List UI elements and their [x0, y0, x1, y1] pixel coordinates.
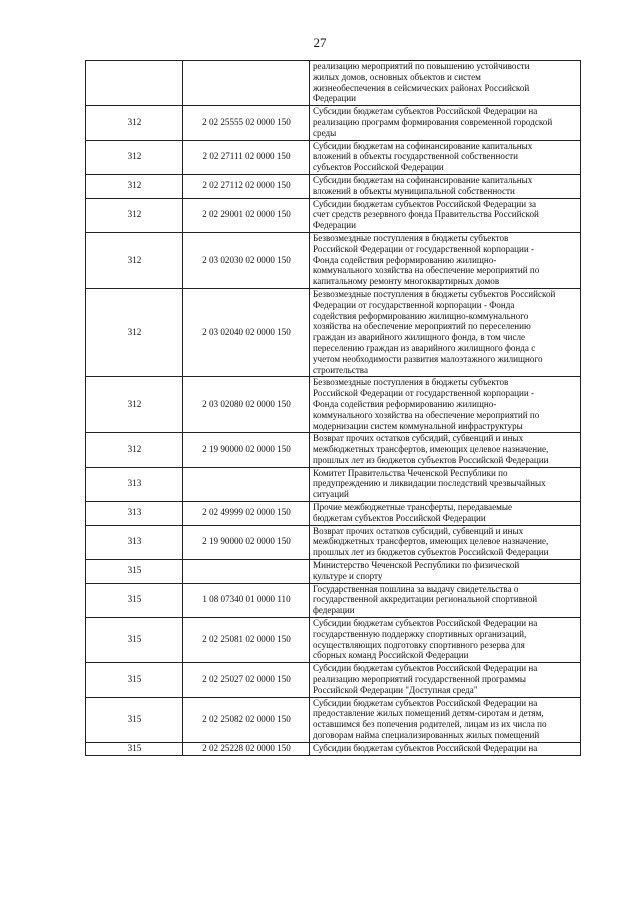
revenue-name-line: вложений в объекты государственной собственности [313, 151, 518, 162]
revenue-code-cell: 2 02 27112 02 0000 150 [183, 174, 310, 198]
revenue-code-cell: 2 02 25555 02 0000 150 [183, 106, 310, 140]
revenue-name-line: предупреждению и ликвидации последствий чрезвычайных [313, 478, 546, 489]
revenue-name-line: Субсидии бюджетам субъектов Российской Федерации на [313, 742, 538, 753]
revenue-name-line: строительства [313, 364, 368, 375]
revenue-code-cell: 2 03 02030 02 0000 150 [183, 232, 310, 288]
revenue-name-line: счет средств резервного фонда Правительства Российской [313, 209, 539, 220]
revenue-name-cell [310, 140, 581, 174]
revenue-name-line: межбюджетных трансфертов, имеющих целевое назначение, [313, 444, 549, 455]
revenue-name-cell [310, 525, 581, 559]
revenue-name-line: коммунального хозяйства на обеспечение мероприятий по [313, 409, 540, 420]
revenue-code-cell: 2 19 90000 02 0000 150 [183, 525, 310, 559]
revenue-code-cell: 1 08 07340 01 0000 110 [183, 583, 310, 617]
revenue-name-line: Российской Федерации от государственной корпорации - [313, 243, 535, 254]
revenue-name-line: реализацию мероприятий государственной программы [313, 674, 526, 685]
revenue-name-line: договорам найма специализированных жилых помещений [313, 730, 540, 741]
admin-code-cell: 315 [86, 560, 183, 584]
revenue-name-line: Безвозмездные поступления в бюджеты субъектов Российской [313, 288, 556, 299]
revenue-name-cell [310, 232, 581, 288]
revenue-name-cell [310, 560, 581, 584]
revenue-code-cell [183, 467, 310, 501]
admin-code-cell: 312 [86, 174, 183, 198]
revenue-name-line: Российской Федерации от государственной корпорации - [313, 388, 535, 399]
revenue-name-line: Государственная пошлина за выдачу свидетельства о [313, 583, 519, 594]
table-row [86, 467, 581, 501]
revenue-name-cell [310, 433, 581, 467]
revenue-name-line: Комитет Правительства Чеченской Республики по [313, 467, 508, 478]
revenue-name-line: Фонда содействия реформированию жилищно- [313, 398, 497, 409]
revenue-name-line: государственной аккредитации региональной спортивной [313, 594, 538, 605]
revenue-name-cell [310, 618, 581, 663]
page-number: 27 [313, 35, 327, 50]
revenue-name-cell [310, 106, 581, 140]
table-row [86, 583, 581, 617]
revenue-name-line: государственную поддержку спортивных организаций, [313, 628, 527, 639]
revenue-name-line: Возврат прочих остатков субсидий, субвенций и иных [313, 525, 524, 536]
table-row [86, 697, 581, 742]
revenue-name-line: Федерации [313, 93, 356, 104]
revenue-name-line: предоставление жилых помещений детям-сиротам и детям, [313, 708, 544, 719]
revenue-name-line: осуществляющих подготовку спортивного резерва для [313, 639, 525, 650]
admin-code-cell: 312 [86, 106, 183, 140]
revenue-code-cell: 2 02 25027 02 0000 150 [183, 663, 310, 697]
admin-code-cell: 315 [86, 583, 183, 617]
revenue-name-cell [310, 742, 581, 755]
admin-code-cell: 315 [86, 618, 183, 663]
revenue-name-line: Субсидии бюджетам на софинансирование капитальных [313, 140, 533, 151]
table-row [86, 560, 581, 584]
revenue-name-cell [310, 697, 581, 742]
admin-code-cell: 312 [86, 377, 183, 433]
table-row [86, 232, 581, 288]
revenue-name-line: сборных команд Российской Федерации [313, 650, 469, 661]
revenue-code-cell: 2 02 25082 02 0000 150 [183, 697, 310, 742]
revenue-name-line: Фонда содействия реформированию жилищно- [313, 254, 497, 265]
table-row [86, 174, 581, 198]
revenue-name-cell [310, 467, 581, 501]
revenue-name-line: капитальному ремонту многоквартирных домов [313, 276, 500, 287]
revenue-code-cell: 2 02 29001 02 0000 150 [183, 198, 310, 232]
admin-code-cell: 312 [86, 140, 183, 174]
revenue-name-line: Возврат прочих остатков субсидий, субвенций и иных [313, 433, 524, 444]
revenue-name-line: вложений в объекты муниципальной собственности [313, 185, 515, 196]
revenue-name-line: модернизации систем коммунальной инфраструктуры [313, 420, 523, 431]
table-row [86, 140, 581, 174]
revenue-code-cell: 2 02 27111 02 0000 150 [183, 140, 310, 174]
revenue-name-line: прошлых лет из бюджетов субъектов Российской Федерации [313, 547, 549, 558]
revenue-name-line: Субсидии бюджетам субъектов Российской Федерации на [313, 618, 538, 629]
revenue-name-line: ситуаций [313, 489, 349, 500]
revenue-name-line: хозяйства на обеспечение мероприятий по переселению [313, 321, 531, 332]
revenue-name-line: реализацию программ формирования современной городской [313, 116, 553, 127]
revenue-name-line: Министерство Чеченской Республики по физической [313, 560, 520, 571]
admin-code-cell: 313 [86, 525, 183, 559]
revenue-name-line: Субсидии бюджетам субъектов Российской Федерации на [313, 663, 538, 674]
revenue-name-cell [310, 174, 581, 198]
revenue-name-line: Субсидии бюджетам субъектов Российской Федерации на [313, 697, 538, 708]
revenue-name-cell [310, 198, 581, 232]
revenue-name-line: учетом необходимости развития малоэтажного жилищного [313, 353, 543, 364]
table-row [86, 377, 581, 433]
revenue-name-line: Российской Федерации "Доступная среда" [313, 684, 478, 695]
table-row [86, 288, 581, 376]
revenue-code-cell [183, 560, 310, 584]
revenue-name-cell [310, 377, 581, 433]
admin-code-cell: 312 [86, 232, 183, 288]
revenue-code-cell: 2 03 02080 02 0000 150 [183, 377, 310, 433]
admin-code-cell: 312 [86, 288, 183, 376]
revenue-name-line: реализацию мероприятий по повышению устойчивости [313, 61, 530, 71]
admin-code-cell: 312 [86, 433, 183, 467]
revenue-name-line: Безвозмездные поступления в бюджеты субъектов [313, 232, 509, 243]
table-row [86, 525, 581, 559]
revenue-name-line: Федерации от государственной корпорации - Фонда [313, 299, 515, 310]
revenue-codes-table [85, 60, 581, 756]
admin-code-cell: 315 [86, 742, 183, 755]
revenue-name-cell [310, 502, 581, 526]
revenue-name-line: жилых домов, основных объектов и систем [313, 71, 481, 82]
admin-code-cell: 312 [86, 198, 183, 232]
revenue-name-cell [310, 663, 581, 697]
revenue-name-line: Федерации [313, 220, 356, 231]
revenue-name-line: оставшимся без попечения родителей, лицам из их числа по [313, 719, 547, 730]
table-row [86, 502, 581, 526]
revenue-name-cell [310, 61, 581, 106]
revenue-name-line: Субсидии бюджетам субъектов Российской Федерации за [313, 198, 537, 209]
revenue-name-line: Прочие межбюджетные трансферты, передаваемые [313, 502, 513, 513]
revenue-name-line: прошлых лет из бюджетов субъектов Российской Федерации [313, 454, 549, 465]
revenue-code-cell: 2 03 02040 02 0000 150 [183, 288, 310, 376]
revenue-name-line: Субсидии бюджетам на софинансирование капитальных [313, 174, 533, 185]
revenue-name-line: коммунального хозяйства на обеспечение мероприятий по [313, 265, 540, 276]
admin-code-cell: 313 [86, 502, 183, 526]
table-body [86, 61, 581, 756]
table-row [86, 61, 581, 106]
admin-code-cell: 313 [86, 467, 183, 501]
revenue-name-line: Безвозмездные поступления в бюджеты субъектов [313, 377, 509, 388]
revenue-code-cell [183, 61, 310, 106]
table-row [86, 106, 581, 140]
revenue-name-line: Субсидии бюджетам субъектов Российской Федерации на [313, 106, 538, 117]
revenue-code-cell: 2 19 90000 02 0000 150 [183, 433, 310, 467]
table-row [86, 742, 581, 755]
table-row [86, 663, 581, 697]
revenue-name-line: федерации [313, 605, 355, 616]
revenue-name-line: переселению граждан из аварийного жилищного фонда с [313, 342, 536, 353]
revenue-name-line: межбюджетных трансфертов, имеющих целевое назначение, [313, 536, 549, 547]
revenue-code-cell: 2 02 25228 02 0000 150 [183, 742, 310, 755]
table-row [86, 198, 581, 232]
admin-code-cell [86, 61, 183, 106]
revenue-name-line: культуре и спорту [313, 570, 383, 581]
revenue-name-line: содействия реформированию жилищно-коммунального [313, 310, 529, 321]
table-row [86, 433, 581, 467]
revenue-name-line: бюджетам субъектов Российской Федерации [313, 512, 486, 523]
revenue-name-line: субъектов Российской Федерации [313, 162, 444, 173]
revenue-name-cell [310, 583, 581, 617]
table-row [86, 618, 581, 663]
admin-code-cell: 315 [86, 663, 183, 697]
revenue-name-cell [310, 288, 581, 376]
revenue-code-cell: 2 02 25081 02 0000 150 [183, 618, 310, 663]
revenue-name-line: среды [313, 127, 337, 138]
revenue-code-cell: 2 02 49999 02 0000 150 [183, 502, 310, 526]
admin-code-cell: 315 [86, 697, 183, 742]
revenue-name-line: жизнеобеспечения в сейсмических районах Российской [313, 82, 530, 93]
revenue-name-line: граждан из аварийного жилищного фонда, в том числе [313, 332, 526, 343]
